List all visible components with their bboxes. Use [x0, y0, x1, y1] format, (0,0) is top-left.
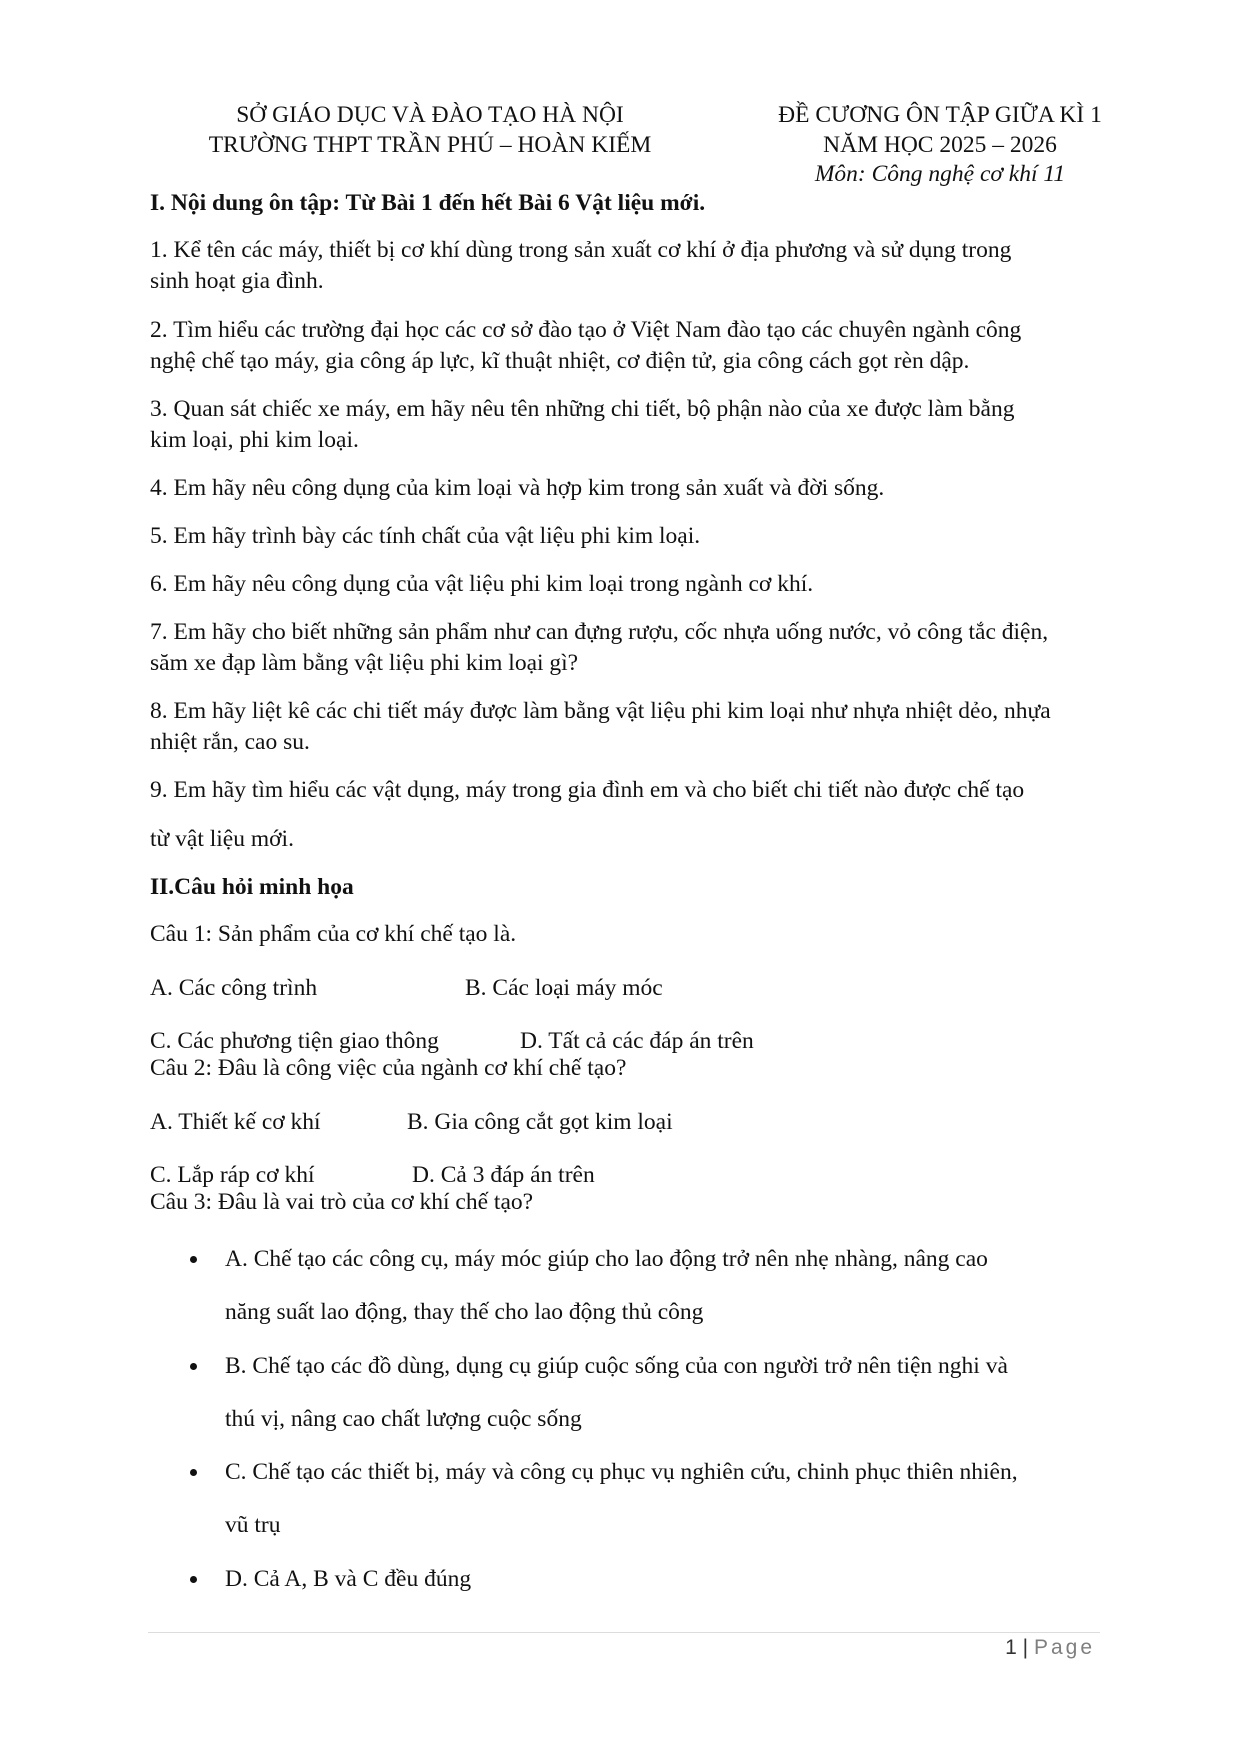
- item2-line2: nghệ chế tạo máy, gia công áp lực, kĩ thuật nhiệt, cơ điện tử, gia công cách gọt rèn dập.: [150, 348, 970, 374]
- q3-option-c-line1: C. Chế tạo các thiết bị, máy và công cụ phục vụ nghiên cứu, chinh phục thiên nhiên,: [225, 1459, 1018, 1485]
- header-school-year: NĂM HỌC 2025 – 2026: [823, 132, 1057, 158]
- item5-line1: 5. Em hãy trình bày các tính chất của vật liệu phi kim loại.: [150, 523, 701, 549]
- q1-option-a: A. Các công trình: [150, 975, 318, 1001]
- page-number: 1: [1005, 1636, 1017, 1659]
- q2-option-d: D. Cả 3 đáp án trên: [412, 1162, 595, 1188]
- bullet-icon: [190, 1363, 197, 1370]
- section2-title: II.Câu hỏi minh họa: [150, 874, 354, 900]
- q3-option-a-line2: năng suất lao động, thay thế cho lao động thủ công: [225, 1299, 704, 1325]
- q3-option-b-line2: thú vị, nâng cao chất lượng cuộc sống: [225, 1406, 582, 1432]
- footer-divider: [148, 1632, 1100, 1633]
- item8-line2: nhiệt rắn, cao su.: [150, 729, 310, 755]
- footer-separator: |: [1022, 1636, 1029, 1659]
- item6-line1: 6. Em hãy nêu công dụng của vật liệu phi kim loại trong ngành cơ khí.: [150, 571, 814, 597]
- q3-option-a-line1: A. Chế tạo các công cụ, máy móc giúp cho lao động trở nên nhẹ nhàng, nâng cao: [225, 1246, 988, 1272]
- item2-line1: 2. Tìm hiểu các trường đại học các cơ sở đào tạo ở Việt Nam đào tạo các chuyên ngành công: [150, 317, 1022, 343]
- item7-line2: săm xe đạp làm bằng vật liệu phi kim loại gì?: [150, 650, 579, 676]
- q2-option-c: C. Lắp ráp cơ khí: [150, 1162, 315, 1188]
- item9-line2: từ vật liệu mới.: [150, 826, 294, 852]
- q1-option-d: D. Tất cả các đáp án trên: [520, 1028, 754, 1054]
- q2-option-a: A. Thiết kế cơ khí: [150, 1109, 321, 1135]
- bullet-icon: [190, 1256, 197, 1263]
- item9-line1: 9. Em hãy tìm hiểu các vật dụng, máy trong gia đình em và cho biết chi tiết nào được chế tạo: [150, 777, 1025, 803]
- page-label: Page: [1033, 1636, 1095, 1659]
- header-doc-title: ĐỀ CƯƠNG ÔN TẬP GIỮA KÌ 1: [778, 102, 1102, 128]
- header-department: SỞ GIÁO DỤC VÀ ĐÀO TẠO HÀ NỘI: [236, 102, 624, 128]
- bullet-icon: [190, 1576, 197, 1583]
- item1-line1: 1. Kể tên các máy, thiết bị cơ khí dùng trong sản xuất cơ khí ở địa phương và sử dụng trong: [150, 237, 1012, 263]
- header-subject: Môn: Công nghệ cơ khí 11: [814, 161, 1066, 187]
- q3-option-d: D. Cả A, B và C đều đúng: [225, 1566, 472, 1592]
- item1-line2: sinh hoạt gia đình.: [150, 268, 324, 294]
- q2-option-b: B. Gia công cắt gọt kim loại: [407, 1109, 673, 1135]
- item4-line1: 4. Em hãy nêu công dụng của kim loại và hợp kim trong sản xuất và đời sống.: [150, 475, 885, 501]
- item3-line2: kim loại, phi kim loại.: [150, 427, 359, 453]
- item7-line1: 7. Em hãy cho biết những sản phẩm như can đựng rượu, cốc nhựa uống nước, vỏ công tắc điện,: [150, 619, 1049, 645]
- q1-option-b: B. Các loại máy móc: [465, 975, 663, 1001]
- q2-question: Câu 2: Đâu là công việc của ngành cơ khí chế tạo?: [150, 1055, 627, 1081]
- q1-question: Câu 1: Sản phẩm của cơ khí chế tạo là.: [150, 921, 517, 947]
- item8-line1: 8. Em hãy liệt kê các chi tiết máy được làm bằng vật liệu phi kim loại như nhựa nhiệt dẻo, nhựa: [150, 698, 1051, 724]
- q1-option-c: C. Các phương tiện giao thông: [150, 1028, 439, 1054]
- bullet-icon: [190, 1469, 197, 1476]
- q3-option-b-line1: B. Chế tạo các đồ dùng, dụng cụ giúp cuộc sống của con người trở nên tiện nghi và: [225, 1353, 1008, 1379]
- header-school: TRƯỜNG THPT TRẦN PHÚ – HOÀN KIẾM: [208, 132, 652, 158]
- q3-option-c-line2: vũ trụ: [225, 1512, 281, 1538]
- page-footer: [1005, 1636, 1095, 1660]
- section1-title: I. Nội dung ôn tập: Từ Bài 1 đến hết Bài 6 Vật liệu mới.: [150, 190, 706, 216]
- item3-line1: 3. Quan sát chiếc xe máy, em hãy nêu tên những chi tiết, bộ phận nào của xe được làm bằng: [150, 396, 1015, 422]
- q3-question: Câu 3: Đâu là vai trò của cơ khí chế tạo?: [150, 1189, 534, 1215]
